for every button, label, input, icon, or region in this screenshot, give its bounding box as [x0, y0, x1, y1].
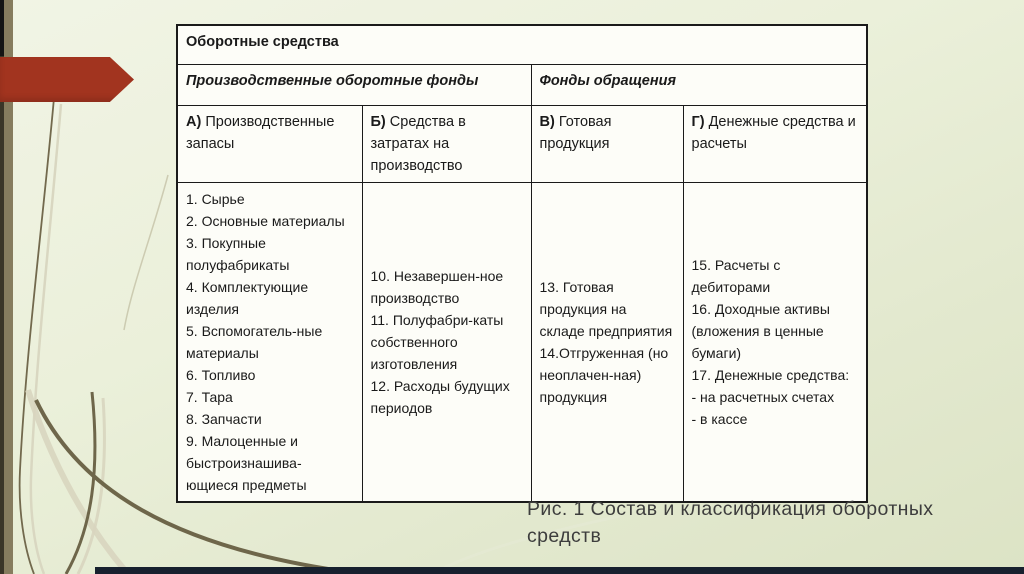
column-header-label: Производственные запасы	[186, 113, 335, 152]
list-item: 15. Расчеты с дебиторами	[691, 256, 781, 295]
red-arrow-shape	[0, 57, 134, 102]
column-header-label: Готовая продукция	[539, 113, 612, 152]
column-header-finished-goods	[531, 105, 683, 182]
list-item: 16. Доходные активы (вложения в ценные бумаги)	[691, 300, 830, 361]
list-item: 10. Незавершен-ное производство	[370, 267, 504, 306]
list-item: 14.Отгруженная (но неоплачен-ная) продукция	[539, 344, 669, 405]
list-item: - в кассе	[691, 410, 748, 427]
list-item: 13. Готовая продукция на складе предприятия	[539, 278, 673, 339]
column-header-label: Денежные средства и расчеты	[691, 113, 856, 152]
column-header-label: Средства в затратах на производство	[370, 113, 466, 174]
list-item: 4. Комплектующие изделия	[186, 278, 309, 317]
list-item: 2. Основные материалы	[186, 212, 345, 229]
table-title-cell	[177, 25, 867, 64]
table-title: Оборотные средства	[186, 34, 339, 50]
cell-production-costs-list	[362, 182, 531, 502]
list-item: 11. Полуфабри-каты собственного изготовления	[370, 311, 504, 372]
list-item: - на расчетных счетах	[691, 388, 835, 405]
list-item: 12. Расходы будущих периодов	[370, 377, 510, 416]
column-header-cash-settlements	[683, 105, 867, 182]
bottom-bar	[95, 567, 1024, 574]
corner-black-sliver	[0, 0, 4, 56]
column-letter: Г)	[691, 113, 705, 130]
list-item: 6. Топливо	[186, 366, 256, 383]
list-item: 9. Малоценные и быстроизнашива-ющиеся предметы	[186, 432, 307, 493]
list-item: 1. Сырье	[186, 190, 245, 207]
cell-production-stocks-list	[177, 182, 362, 502]
column-letter: А)	[186, 113, 202, 130]
list-item: 3. Покупные полуфабрикаты	[186, 234, 290, 273]
cell-cash-settlements-list	[683, 182, 867, 502]
working-capital-table	[176, 24, 868, 503]
group-header-circulation-funds: Фонды обращения	[531, 64, 867, 105]
list-item: 7. Тара	[186, 388, 233, 405]
list-item: 5. Вспомогатель-ные материалы	[186, 322, 323, 361]
column-letter: В)	[539, 113, 555, 130]
column-header-production-stocks	[177, 105, 362, 182]
list-item: 17. Денежные средства:	[691, 366, 850, 383]
list-item: 8. Запчасти	[186, 410, 262, 427]
group-header-production-funds: Производственные оборотные фонды	[177, 64, 531, 105]
cell-finished-goods-list	[531, 182, 683, 502]
figure-caption: Рис. 1 Состав и классификация оборотных средств	[527, 498, 934, 547]
column-header-production-costs	[362, 105, 531, 182]
column-letter: Б)	[370, 113, 386, 130]
